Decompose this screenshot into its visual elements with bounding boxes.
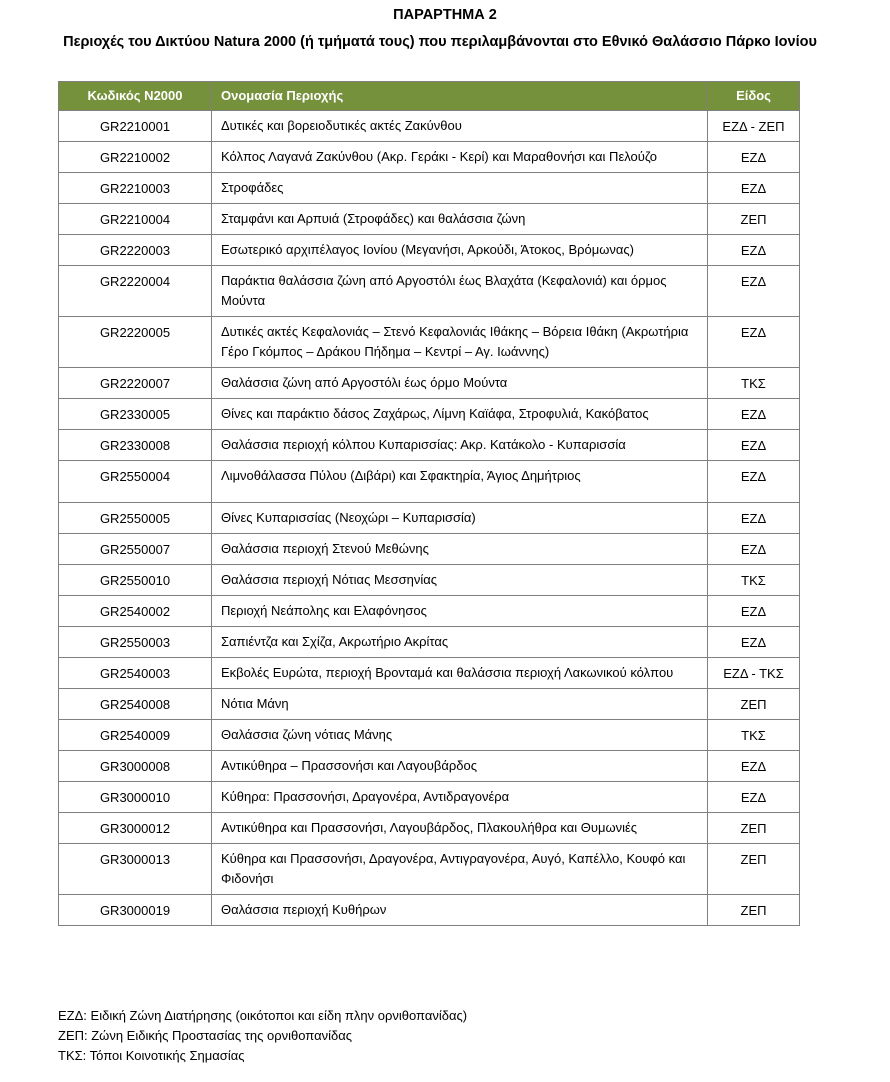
- site-code-cell: GR2210001: [59, 111, 212, 142]
- site-code-cell: GR2330008: [59, 430, 212, 461]
- site-type-cell: ΖΕΠ: [708, 895, 800, 926]
- site-type-cell: ΕΖΔ: [708, 235, 800, 266]
- table-row: [59, 204, 800, 235]
- site-code-cell: GR3000012: [59, 813, 212, 844]
- site-name-cell: Θαλάσσια περιοχή Κυθήρων: [212, 895, 708, 926]
- table-row: [59, 461, 800, 503]
- site-name-cell: Θαλάσσια ζώνη νότιας Μάνης: [212, 720, 708, 751]
- site-code-cell: GR2550003: [59, 627, 212, 658]
- table-row: [59, 368, 800, 399]
- site-type-cell: ΕΖΔ: [708, 751, 800, 782]
- table-body: [59, 111, 800, 926]
- site-code-cell: GR2220005: [59, 317, 212, 368]
- site-code-cell: GR3000010: [59, 782, 212, 813]
- site-code-cell: GR2540003: [59, 658, 212, 689]
- site-type-cell: ΤΚΣ: [708, 368, 800, 399]
- table-row: [59, 430, 800, 461]
- site-code-cell: GR3000019: [59, 895, 212, 926]
- site-name-cell: Στροφάδες: [212, 173, 708, 204]
- annex-subtitle: Περιοχές του Δικτύου Natura 2000 (ή τμήματά τους) που περιλαμβάνονται στο Εθνικό Θαλάσσιο Πάρκο Ιονίου: [63, 34, 817, 50]
- site-name-cell: Θαλάσσια ζώνη από Αργοστόλι έως όρμο Μούντα: [212, 368, 708, 399]
- site-name-cell: Κύθηρα και Πρασσονήσι, Δραγονέρα, Αντιγραγονέρα, Αυγό, Καπέλλο, Κουφό και Φιδονήσι: [212, 844, 708, 895]
- site-name-cell: Εκβολές Ευρώτα, περιοχή Βρονταμά και θαλάσσια περιοχή Λακωνικού κόλπου: [212, 658, 708, 689]
- table-row: [59, 844, 800, 895]
- site-name-cell: Θίνες Κυπαρισσίας (Νεοχώρι – Κυπαρισσία): [212, 503, 708, 534]
- site-type-cell: ΕΖΔ: [708, 534, 800, 565]
- table-header-row: [59, 82, 800, 111]
- site-code-cell: GR2540008: [59, 689, 212, 720]
- abbreviations-legend: [58, 1006, 467, 1066]
- site-name-cell: Κόλπος Λαγανά Ζακύνθου (Ακρ. Γεράκι - Κερί) και Μαραθονήσι και Πελούζο: [212, 142, 708, 173]
- table-row: [59, 751, 800, 782]
- site-code-cell: GR2220004: [59, 266, 212, 317]
- site-code-cell: GR2210002: [59, 142, 212, 173]
- site-type-cell: ΕΖΔ: [708, 461, 800, 503]
- table-row: [59, 142, 800, 173]
- header-code: Κωδικός Ν2000: [59, 82, 212, 111]
- site-name-cell: Εσωτερικό αρχιπέλαγος Ιονίου (Μεγανήσι, Αρκούδι, Άτοκος, Βρόμωνας): [212, 235, 708, 266]
- table-row: [59, 813, 800, 844]
- site-type-cell: ΕΖΔ: [708, 627, 800, 658]
- site-type-cell: ΤΚΣ: [708, 565, 800, 596]
- header-name: Ονομασία Περιοχής: [212, 82, 708, 111]
- site-name-cell: Λιμνοθάλασσα Πύλου (Διβάρι) και Σφακτηρία, Άγιος Δημήτριος: [212, 461, 708, 503]
- table-row: [59, 658, 800, 689]
- site-name-cell: Παράκτια θαλάσσια ζώνη από Αργοστόλι έως Βλαχάτα (Κεφαλονιά) και όρμος Μούντα: [212, 266, 708, 317]
- site-type-cell: ΕΖΔ - ΤΚΣ: [708, 658, 800, 689]
- site-type-cell: ΖΕΠ: [708, 204, 800, 235]
- table-row: [59, 720, 800, 751]
- site-name-cell: Δυτικές ακτές Κεφαλονιάς – Στενό Κεφαλονιάς Ιθάκης – Βόρεια Ιθάκη (Ακρωτήρια Γέρο Γκόμπος – Δράκου Πήδημα – Κεντρί – Αγ. Ιωάννης): [212, 317, 708, 368]
- site-type-cell: ΕΖΔ - ΖΕΠ: [708, 111, 800, 142]
- site-name-cell: Αντικύθηρα και Πρασσονήσι, Λαγουβάρδος, Πλακουλήθρα και Θυμωνιές: [212, 813, 708, 844]
- legend-item-zep: ΖΕΠ: Ζώνη Ειδικής Προστασίας της ορνιθοπανίδας: [58, 1028, 352, 1043]
- table-row: [59, 111, 800, 142]
- site-code-cell: GR2220007: [59, 368, 212, 399]
- site-type-cell: ΕΖΔ: [708, 430, 800, 461]
- site-type-cell: ΕΖΔ: [708, 266, 800, 317]
- table-row: [59, 689, 800, 720]
- site-code-cell: GR2540009: [59, 720, 212, 751]
- site-code-cell: GR2210003: [59, 173, 212, 204]
- site-code-cell: GR2210004: [59, 204, 212, 235]
- site-type-cell: ΕΖΔ: [708, 173, 800, 204]
- site-type-cell: ΖΕΠ: [708, 844, 800, 895]
- site-type-cell: ΕΖΔ: [708, 399, 800, 430]
- table-row: [59, 399, 800, 430]
- natura-sites-table: [58, 81, 800, 926]
- legend-item-tks: ΤΚΣ: Τόποι Κοινοτικής Σημασίας: [58, 1048, 245, 1063]
- site-type-cell: ΕΖΔ: [708, 503, 800, 534]
- header-type: Είδος: [708, 82, 800, 111]
- table-row: [59, 627, 800, 658]
- site-code-cell: GR2220003: [59, 235, 212, 266]
- table-row: [59, 596, 800, 627]
- site-name-cell: Κύθηρα: Πρασσονήσι, Δραγονέρα, Αντιδραγονέρα: [212, 782, 708, 813]
- site-type-cell: ΕΖΔ: [708, 142, 800, 173]
- site-type-cell: ΕΖΔ: [708, 317, 800, 368]
- site-name-cell: Θαλάσσια περιοχή Στενού Μεθώνης: [212, 534, 708, 565]
- site-code-cell: GR3000013: [59, 844, 212, 895]
- site-code-cell: GR2550010: [59, 565, 212, 596]
- table-row: [59, 565, 800, 596]
- site-name-cell: Νότια Μάνη: [212, 689, 708, 720]
- site-type-cell: ΖΕΠ: [708, 689, 800, 720]
- site-type-cell: ΕΖΔ: [708, 596, 800, 627]
- site-name-cell: Δυτικές και βορειοδυτικές ακτές Ζακύνθου: [212, 111, 708, 142]
- table-row: [59, 895, 800, 926]
- table-row: [59, 534, 800, 565]
- table-row: [59, 503, 800, 534]
- site-name-cell: Θαλάσσια περιοχή κόλπου Κυπαρισσίας: Ακρ. Κατάκολο - Κυπαρισσία: [212, 430, 708, 461]
- site-name-cell: Σαπιέντζα και Σχίζα, Ακρωτήριο Ακρίτας: [212, 627, 708, 658]
- site-code-cell: GR2550004: [59, 461, 212, 503]
- site-code-cell: GR2550007: [59, 534, 212, 565]
- site-code-cell: GR3000008: [59, 751, 212, 782]
- site-code-cell: GR2330005: [59, 399, 212, 430]
- annex-title: ΠΑΡΑΡΤΗΜΑ 2: [393, 7, 497, 23]
- site-name-cell: Θίνες και παράκτιο δάσος Ζαχάρως, Λίμνη Καϊάφα, Στροφυλιά, Κακόβατος: [212, 399, 708, 430]
- table-row: [59, 173, 800, 204]
- site-name-cell: Θαλάσσια περιοχή Νότιας Μεσσηνίας: [212, 565, 708, 596]
- site-name-cell: Περιοχή Νεάπολης και Ελαφόνησος: [212, 596, 708, 627]
- site-name-cell: Σταμφάνι και Αρπυιά (Στροφάδες) και θαλάσσια ζώνη: [212, 204, 708, 235]
- site-type-cell: ΕΖΔ: [708, 782, 800, 813]
- site-type-cell: ΖΕΠ: [708, 813, 800, 844]
- site-name-cell: Αντικύθηρα – Πρασσονήσι και Λαγουβάρδος: [212, 751, 708, 782]
- site-type-cell: ΤΚΣ: [708, 720, 800, 751]
- table-row: [59, 266, 800, 317]
- site-code-cell: GR2540002: [59, 596, 212, 627]
- table-row: [59, 235, 800, 266]
- site-code-cell: GR2550005: [59, 503, 212, 534]
- legend-item-ezd: ΕΖΔ: Ειδική Ζώνη Διατήρησης (οικότοποι και είδη πλην ορνιθοπανίδας): [58, 1008, 468, 1023]
- table-row: [59, 317, 800, 368]
- table-row: [59, 782, 800, 813]
